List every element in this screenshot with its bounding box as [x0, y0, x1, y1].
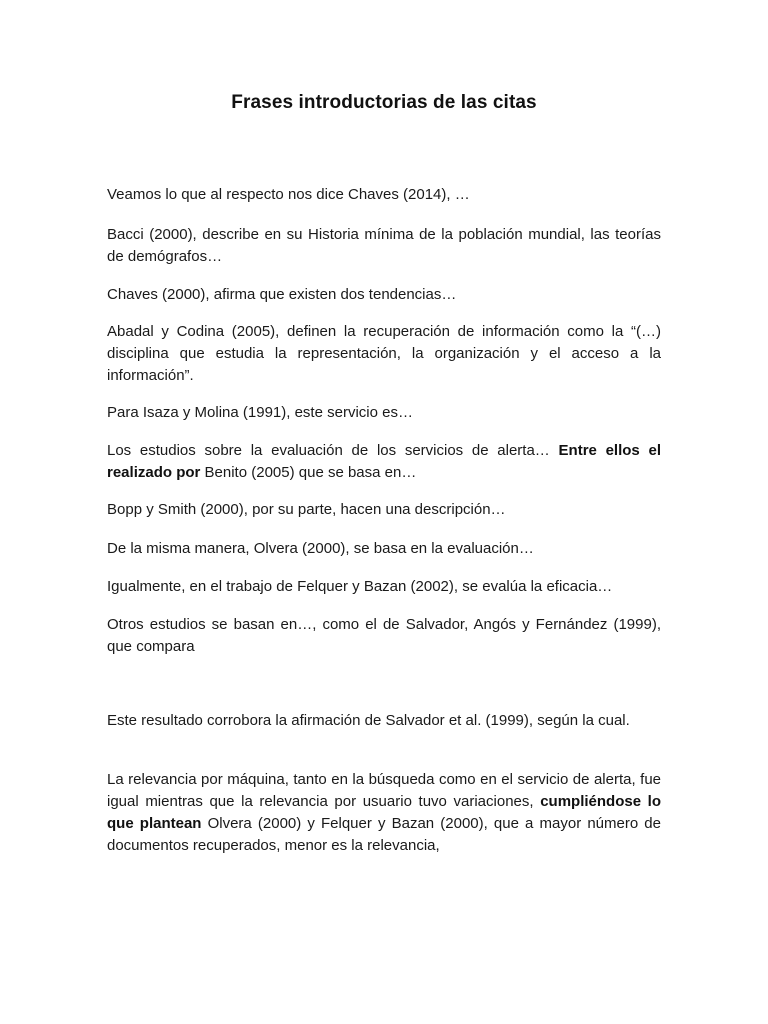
paragraph	[107, 284, 661, 306]
paragraph-text: Abadal y Codina (2005), definen la recuperación de información como la “(…) disciplina que estudia la representación, la organización y el acceso a la información”.	[107, 323, 661, 384]
paragraph-text: Los estudios sobre la evaluación de los servicios de alerta…	[107, 442, 559, 459]
paragraph	[107, 321, 661, 387]
paragraph-text: Benito (2005) que se basa en…	[200, 464, 417, 481]
paragraph-text: Otros estudios se basan en…, como el de Salvador, Angós y Fernández (1999), que compara	[107, 616, 661, 655]
paragraph	[107, 769, 661, 857]
paragraph	[107, 184, 661, 206]
emphasis-text: Entre ellos el realizado por	[107, 442, 661, 481]
paragraph-text: La relevancia por máquina, tanto en la búsqueda como en el servicio de alerta, fue igual mientras que la relevancia por usuario tuvo variaciones,	[107, 771, 661, 810]
paragraph-text: Bacci (2000), describe en su Historia mínima de la población mundial, las teorías de demógrafos…	[107, 226, 661, 265]
paragraph	[107, 440, 661, 484]
paragraph-text: Para Isaza y Molina (1991), este servicio es…	[107, 404, 413, 421]
paragraph	[107, 614, 661, 658]
paragraph	[107, 499, 661, 521]
emphasis-text: cumpliéndose lo que plantean	[107, 793, 661, 832]
paragraph	[107, 710, 661, 732]
paragraph-text: Chaves (2000), afirma que existen dos tendencias…	[107, 286, 457, 303]
paragraph-text: Veamos lo que al respecto nos dice Chaves (2014), …	[107, 186, 470, 203]
paragraph	[107, 224, 661, 268]
paragraph	[107, 402, 661, 424]
paragraph	[107, 538, 661, 560]
paragraph-text: Este resultado corrobora la afirmación de Salvador et al. (1999), según la cual.	[107, 712, 630, 729]
paragraph-text: Olvera (2000) y Felquer y Bazan (2000), que a mayor número de documentos recuperados, menor es la relevancia,	[107, 815, 661, 854]
paragraph	[107, 576, 661, 598]
paragraph-text: Bopp y Smith (2000), por su parte, hacen una descripción…	[107, 501, 506, 518]
paragraph-text: De la misma manera, Olvera (2000), se basa en la evaluación…	[107, 540, 534, 557]
document-title: Frases introductorias de las citas	[231, 92, 537, 113]
paragraph-text: Igualmente, en el trabajo de Felquer y Bazan (2002), se evalúa la eficacia…	[107, 578, 613, 595]
